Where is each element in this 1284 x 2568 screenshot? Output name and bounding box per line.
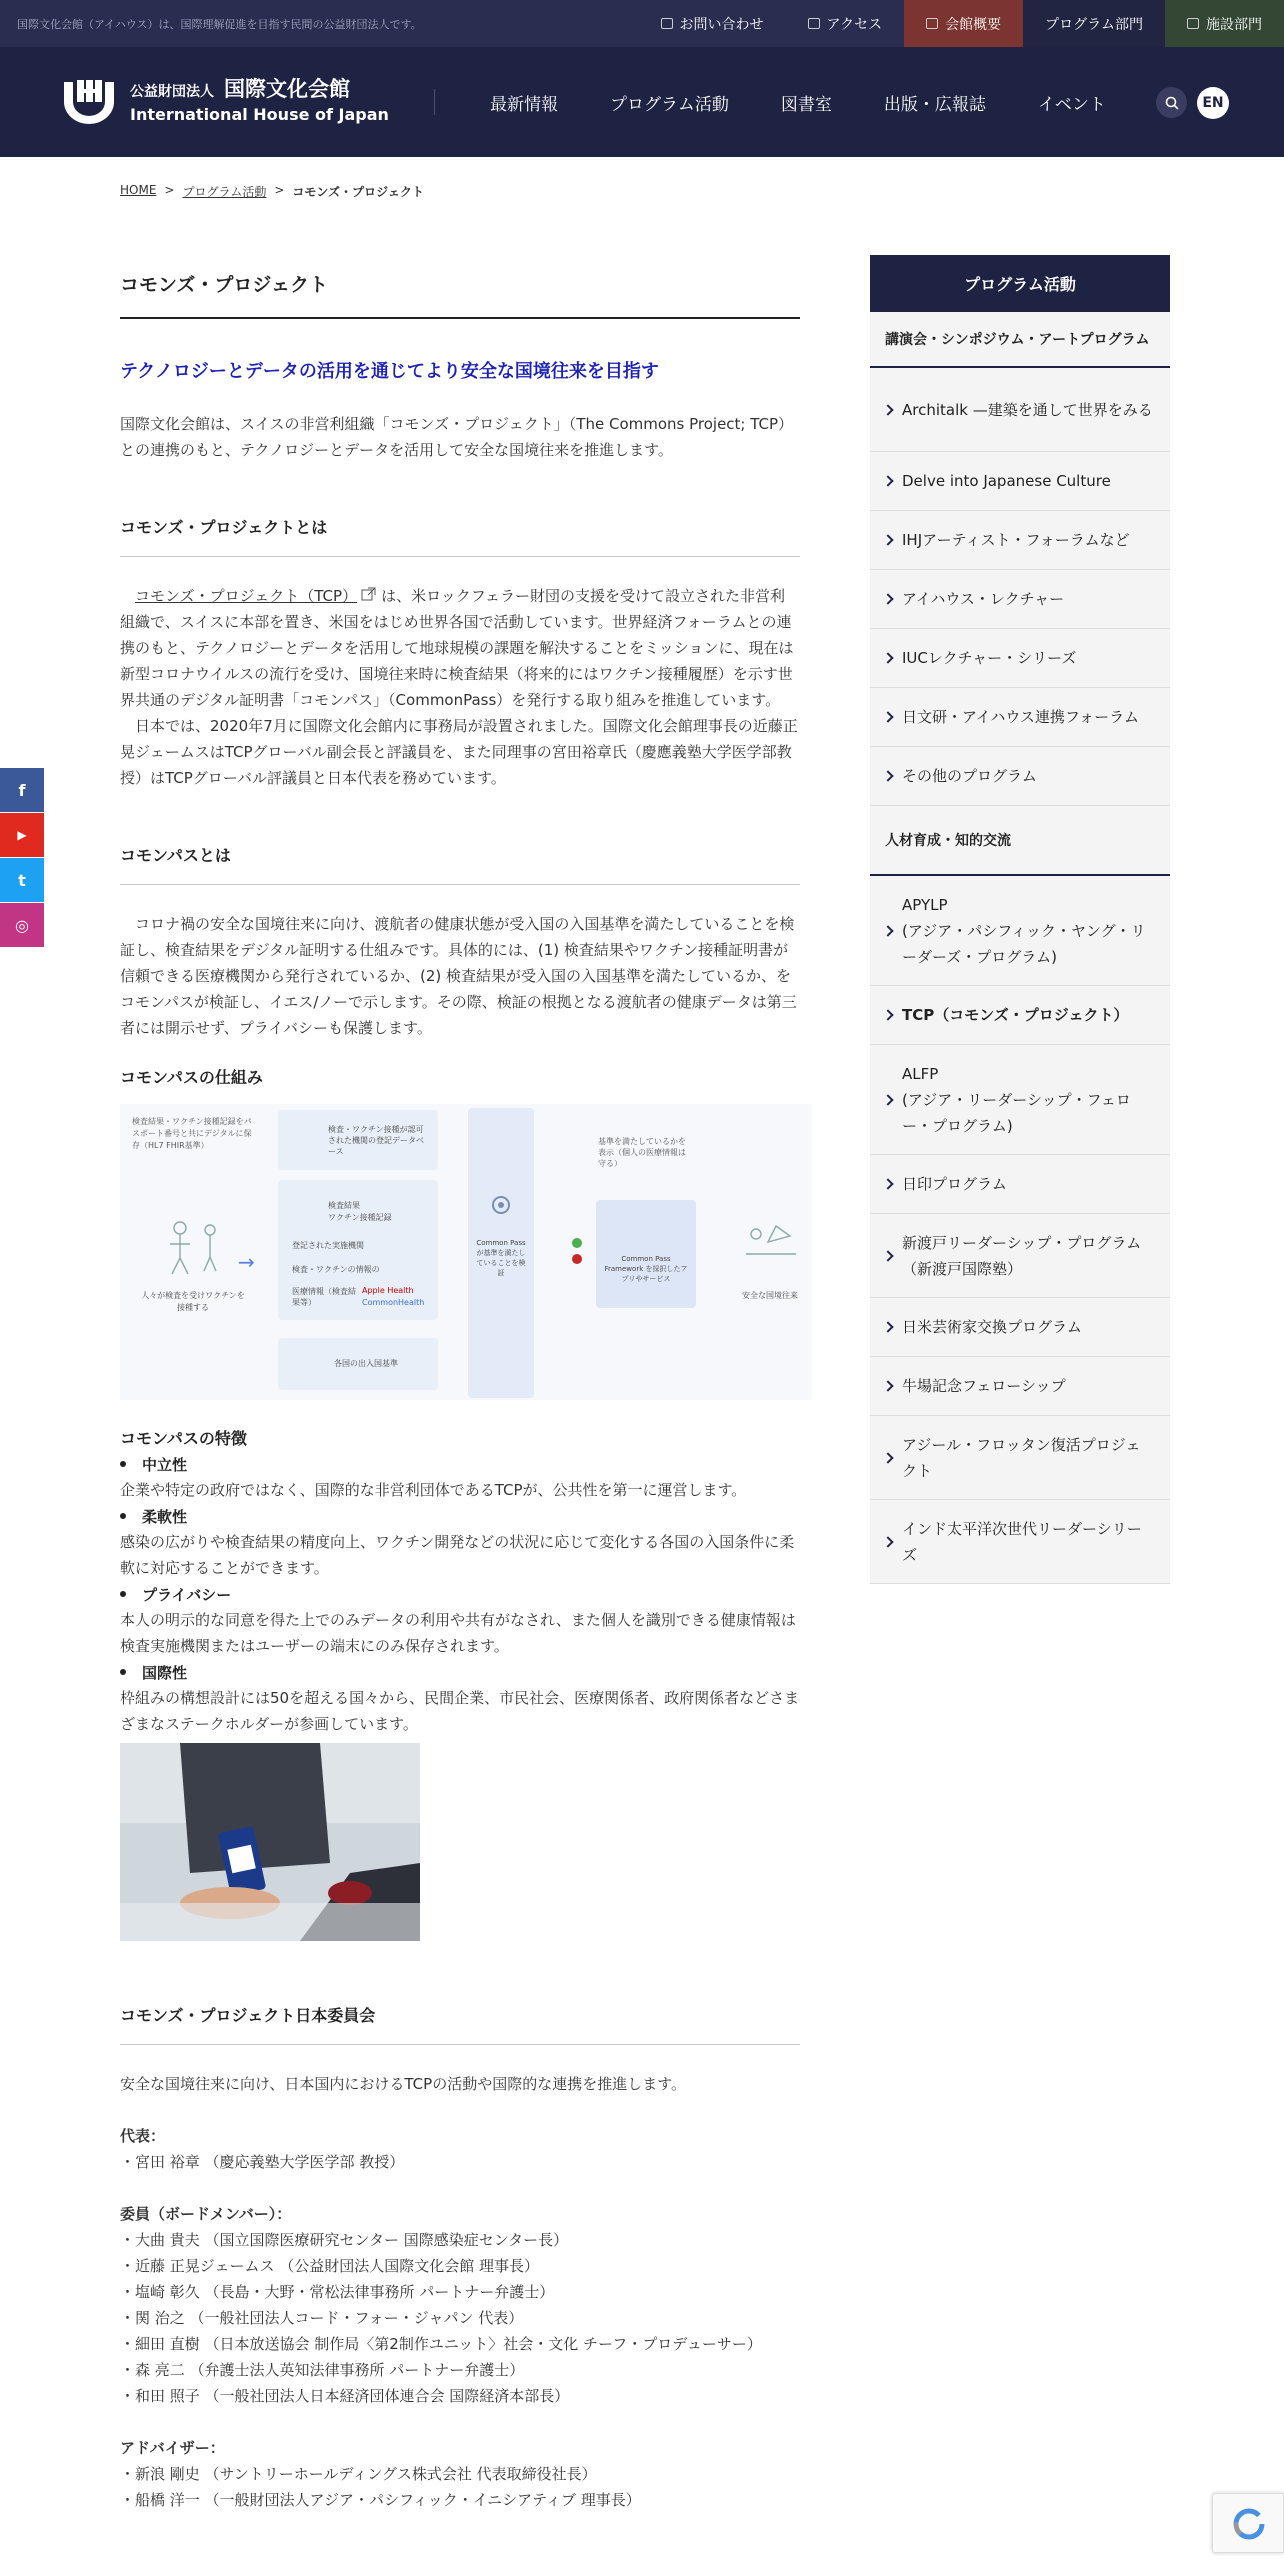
sidebar-item[interactable]: 日文研・アイハウス連携フォーラム <box>870 688 1170 747</box>
feature-title: プライバシー <box>120 1581 800 1607</box>
member-item: ・和田 照子 （一般社団法人日本経済団体連合会 国際経済本部長） <box>120 2387 570 2405</box>
breadcrumb-programs[interactable]: プログラム活動 <box>182 185 267 199</box>
tagline: 国際文化会館（アイハウス）は、国際理解促進を目指す民間の公益財団法人です。 <box>17 17 422 31</box>
sidebar <box>870 255 1170 1584</box>
sidebar-item[interactable]: Delve into Japanese Culture <box>870 452 1170 511</box>
sidebar-item[interactable]: IHJアーティスト・フォーラムなど <box>870 511 1170 570</box>
section-title-committee: コモンズ・プロジェクト日本委員会 <box>120 2003 800 2045</box>
section-title-mechanism: コモンパスの仕組み <box>120 1068 263 1087</box>
breadcrumb-current: コモンズ・プロジェクト <box>292 185 424 199</box>
nav-publications[interactable]: 出版・広報誌 <box>883 94 986 115</box>
commonpass-diagram <box>120 1104 812 1400</box>
program-dept-link[interactable]: プログラム部門 <box>1023 0 1165 47</box>
logo-japanese: 国際文化会館 <box>224 76 350 101</box>
feature-text: 感染の広がりや検査結果の精度向上、ワクチン開発などの状況に応じて変化する各国の入国条件に柔軟に対応することができます。 <box>120 1533 795 1577</box>
sidebar-item[interactable]: APYLP (アジア・パシフィック・ヤング・リーダーズ・プログラム) <box>870 876 1170 986</box>
sidebar-item[interactable]: 新渡戸リーダーシップ・プログラム（新渡戸国際塾） <box>870 1214 1170 1298</box>
commonpass-paragraph: コロナ禍の安全な国境往来に向け、渡航者の健康状態が受入国の入国基準を満たしていることを検証し、検査結果をデジタル証明する仕組みです。具体的には、(1) 検査結果やワクチン接種証明書が信頼できる医療機関から発行されているか、(2) 検査結果が受入国の入国基準を満たしているか、をコモンパスが検証し、イエス/ノーで示します。その際、検証の根拠となる渡航者の健康データは第三者には開示せず、プライバシーも保護します。 <box>120 915 797 1037</box>
member-item: ・大曲 貴夫 （国立国際医療研究センター 国際感染症センター長） <box>120 2231 569 2249</box>
search-icon <box>1165 96 1179 110</box>
instagram-icon[interactable]: ◎ <box>0 903 44 947</box>
recaptcha-badge[interactable] <box>1212 2493 1284 2553</box>
top-bar <box>0 0 1284 47</box>
records-box: 検査結果 ワクチン接種記録 登記された実施機関 検査・ワクチンの情報の 医療情報（検査結果等） Apple Health CommonHealth <box>278 1180 438 1320</box>
search-button[interactable] <box>1156 87 1187 118</box>
social-share-bar <box>0 768 44 948</box>
contact-link[interactable]: お問い合わせ <box>639 0 786 47</box>
site-header <box>0 47 1284 157</box>
site-logo[interactable] <box>60 76 389 126</box>
intro-text: 国際文化会館は、スイスの非営利組織「コモンズ・プロジェクト」（The Commons Project; TCP）との連携のもと、テクノロジーとデータを活用して安全な国境往来を推進します。 <box>120 415 794 459</box>
sidebar-title[interactable]: プログラム活動 <box>870 255 1170 312</box>
feature-title: 中立性 <box>120 1451 800 1477</box>
breadcrumb: HOME > プログラム活動 > コモンズ・プロジェクト <box>120 183 424 199</box>
committee-representative <box>120 2123 800 2175</box>
top-links <box>639 0 1284 47</box>
main-nav <box>464 47 1132 157</box>
external-link-icon <box>361 587 377 601</box>
border-rules-box: 各国の出入国基準 <box>278 1338 438 1390</box>
member-item: ・関 治之 （一般社団法人コード・フォー・ジャパン 代表） <box>120 2309 524 2327</box>
header-divider <box>434 89 435 115</box>
member-item: ・近藤 正晃ジェームス （公益財団法人国際文化会館 理事長） <box>120 2257 540 2275</box>
hotel-icon <box>1187 18 1199 29</box>
nav-news[interactable]: 最新情報 <box>490 94 558 115</box>
section-title-features: コモンパスの特徴 <box>120 1429 247 1448</box>
tcp-external-link[interactable]: コモンズ・プロジェクト（TCP） <box>135 587 358 605</box>
twitter-icon[interactable]: t <box>0 858 44 902</box>
sidebar-item[interactable]: 日米芸術家交換プログラム <box>870 1298 1170 1357</box>
member-item: ・宮田 裕章 （慶応義塾大学医学部 教授） <box>120 2153 405 2171</box>
person-icon <box>140 1214 250 1284</box>
commonpass-verifier-box: Common Pass が基準を満たしていることを検証 <box>468 1108 534 1398</box>
recaptcha-icon <box>1229 2504 1269 2544</box>
sidebar-item[interactable]: IUCレクチャー・シリーズ <box>870 629 1170 688</box>
airplane-icon <box>736 1214 806 1264</box>
board-label: 委員（ボードメンバー）： <box>120 2205 292 2223</box>
sidebar-item[interactable]: アイハウス・レクチャー <box>870 570 1170 629</box>
phone-scan-photo <box>120 1743 420 1941</box>
section-title-commonpass: コモンパスとは <box>120 843 800 885</box>
member-item: ・森 亮二 （弁護士法人英知法律事務所 パートナー弁護士） <box>120 2361 525 2379</box>
about-link[interactable]: 会館概要 <box>904 0 1023 47</box>
about-paragraph-1: コモンズ・プロジェクト（TCP） は、米ロックフェラー財団の支援を受けて設立された非営利組織で、スイスに本部を置き、米国をはじめ世界各国で活動しています。世界経済フォーラムとの連携のもと、テクノロジーとデータを活用して地球規模の課題を解決することをミッションに、現在は新型コロナウイルスの流行を受け、国境往来時に検査結果（将来的にはワクチン接種履歴）を示す世界共通のデジタル証明書「コモンパス」（CommonPass）を発行する取り組みを推進しています。 <box>120 587 794 709</box>
mail-icon <box>661 18 673 29</box>
youtube-icon[interactable]: ▶ <box>0 813 44 857</box>
about-paragraph-2: 日本では、2020年7月に国際文化会館内に事務局が設置されました。国際文化会館理事長の近藤正晃ジェームスはTCPグローバル副会長と評議員を、また同理事の宮田裕章氏（慶應義塾大学医学部教授）はTCPグローバル評議員と日本代表を務めています。 <box>120 717 798 787</box>
registry-box: 検査・ワクチン接種が認可された機関の登記データベース <box>278 1110 438 1170</box>
facebook-icon[interactable]: f <box>0 768 44 812</box>
breadcrumb-home[interactable]: HOME <box>120 183 157 197</box>
sidebar-item[interactable]: 牛場記念フェローシップ <box>870 1357 1170 1416</box>
sidebar-item-active[interactable]: TCP（コモンズ・プロジェクト） <box>870 986 1170 1045</box>
rep-label: 代表： <box>120 2127 166 2145</box>
diagram-person-label: 人々が検査を受けワクチンを接種する <box>141 1291 245 1312</box>
page-title: コモンズ・プロジェクト <box>120 270 800 319</box>
feature-title: 柔軟性 <box>120 1503 800 1529</box>
nav-library[interactable]: 図書室 <box>780 94 832 115</box>
member-item: ・塩崎 彰久 （長島・大野・常松法律事務所 パートナー弁護士） <box>120 2283 555 2301</box>
app-box: Common Pass Framework を採択したアプリやサービス <box>596 1200 696 1308</box>
sidebar-item[interactable]: ALFP (アジア・リーダーシップ・フェロー・プログラム) <box>870 1045 1170 1155</box>
sidebar-section-leadership[interactable]: 人材育成・知的交流 <box>870 806 1170 876</box>
committee-advisors <box>120 2435 800 2513</box>
logo-english: International House of Japan <box>130 104 389 124</box>
nav-programs[interactable]: プログラム活動 <box>610 94 729 115</box>
committee-board <box>120 2201 800 2409</box>
diagram-right-note: 基準を満たしているかを表示（個人の医療情報は守る） <box>598 1137 686 1168</box>
arrow-icon: → <box>238 1250 255 1274</box>
sidebar-item[interactable]: 日印プログラム <box>870 1155 1170 1214</box>
sidebar-item[interactable]: インド太平洋次世代リーダーシリーズ <box>870 1500 1170 1584</box>
feature-text: 企業や特定の政府ではなく、国際的な非営利団体であるTCPが、公共性を第一に運営します。 <box>120 1481 747 1499</box>
member-item: ・新浪 剛史 （サントリーホールディングス株式会社 代表取締役社長） <box>120 2465 597 2483</box>
facility-dept-link[interactable]: 施設部門 <box>1165 0 1284 47</box>
feature-text: 本人の明示的な同意を得た上でのみデータの利用や共有がなされ、また個人を識別できる健康情報は検査実施機関またはユーザーの端末にのみ保存されます。 <box>120 1611 796 1655</box>
main-content <box>120 270 800 2513</box>
diagram-safe-label: 安全な国境往来 <box>742 1291 798 1300</box>
logo-subtitle: 公益財団法人 <box>130 83 214 100</box>
member-item: ・細田 直樹 （日本放送協会 制作局〈第2制作ユニット〉社会・文化 チーフ・プロデューサー） <box>120 2335 762 2353</box>
member-item: ・船橋 洋一 （一般財団法人アジア・パシフィック・イニシアティブ 理事長） <box>120 2491 641 2509</box>
feature-text: 枠組みの構想設計には50を超える国々から、民間企業、市民社会、医療関係者、政府関係者などさまざまなステークホルダーが参画しています。 <box>120 1689 800 1733</box>
feature-title: 国際性 <box>120 1659 800 1685</box>
section-title-about: コモンズ・プロジェクトとは <box>120 515 800 557</box>
access-link[interactable]: アクセス <box>786 0 905 47</box>
sidebar-item[interactable]: その他のプログラム <box>870 747 1170 806</box>
gear-icon <box>484 1188 518 1222</box>
nav-events[interactable]: イベント <box>1037 94 1106 115</box>
features-list <box>120 1451 800 1737</box>
sidebar-section-lectures[interactable]: 講演会・シンポジウム・アートプログラム <box>870 312 1170 368</box>
committee-intro: 安全な国境往来に向け、日本国内におけるTCPの活動や国際的な連携を推進します。 <box>120 2075 687 2093</box>
map-icon <box>808 18 820 29</box>
language-en-button[interactable]: EN <box>1197 87 1229 119</box>
diagram-left-note: 検査結果・ワクチン接種記録をパスポート番号と共にデジタルに保存（HL7 FHIR基準） <box>132 1117 252 1150</box>
sidebar-item[interactable]: アジール・フロッタン復活プロジェクト <box>870 1416 1170 1500</box>
status-lights <box>572 1238 582 1264</box>
sidebar-item[interactable]: Architalk —建築を通して世界をみる <box>870 368 1170 452</box>
ihj-logo-icon <box>60 76 118 126</box>
lead-heading: テクノロジーとデータの活用を通じてより安全な国境往来を目指す <box>120 361 659 382</box>
advisor-label: アドバイザー： <box>120 2439 225 2457</box>
building-icon <box>926 18 938 29</box>
